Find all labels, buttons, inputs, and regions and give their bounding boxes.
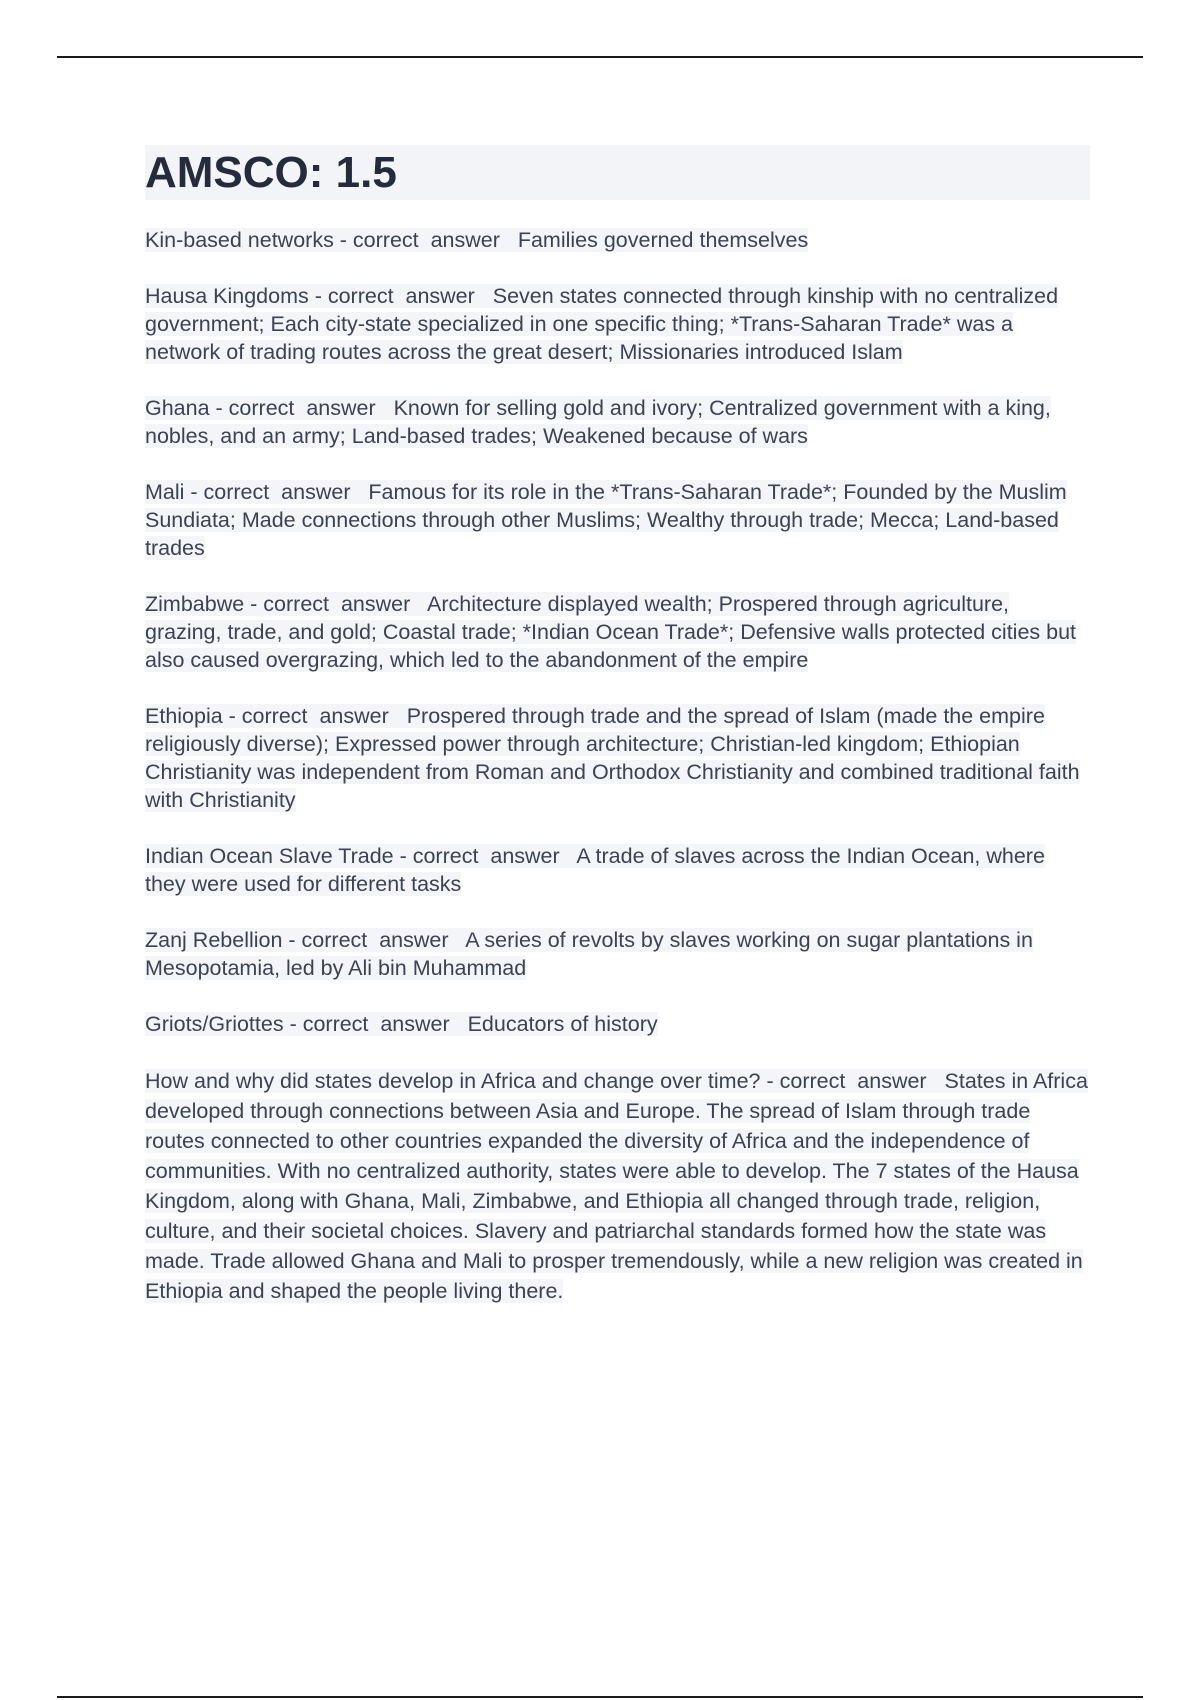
entry-term: Ghana [145, 396, 210, 420]
essay-entry [145, 1066, 1090, 1306]
entry-answer: Prospered through trade and the spread of Islam (made the empire religiously diverse); Expressed power through architecture; Christian-led kingdom; Ethiopian Christianity was independent from Roman and Orthodox Christianity and combined traditional faith with Christianity [145, 704, 1080, 812]
entry-term: Zimbabwe [145, 592, 245, 616]
entry-answer: A trade of slaves across the Indian Ocean, where they were used for different tasks [145, 844, 1045, 896]
document-body [145, 145, 1090, 1334]
entry-answer: Architecture displayed wealth; Prospered through agriculture, grazing, trade, and gold; Coastal trade; *Indian Ocean Trade*; Defensive walls protected cities but also caused overgrazing, which led to the abandonment of the empire [145, 592, 1077, 672]
entry-term: Hausa Kingdoms [145, 284, 309, 308]
entry-question: How and why did states develop in Africa and change over time? [145, 1069, 761, 1093]
entry-answer: Families governed themselves [517, 228, 809, 252]
flashcard-entry [145, 226, 1090, 254]
entry-separator: - correct answer [222, 704, 407, 728]
entry-separator: - correct answer [308, 284, 493, 308]
entry-answer: Known for selling gold and ivory; Centralized government with a king, nobles, and an army; Land-based trades; Weakened because of wars [145, 396, 1051, 448]
flashcard-entry [145, 282, 1090, 366]
document-title: AMSCO: 1.5 [145, 145, 1090, 200]
entry-separator: - correct answer [209, 396, 394, 420]
flashcard-entry [145, 1010, 1090, 1038]
entry-separator: - correct answer [393, 844, 577, 868]
flashcard-entry [145, 478, 1090, 562]
entry-separator: - correct answer [244, 592, 427, 616]
flashcard-entry [145, 926, 1090, 982]
entry-separator: - correct answer [282, 928, 466, 952]
entry-term: Kin-based networks [145, 228, 334, 252]
entry-term: Mali [145, 480, 185, 504]
entry-separator: - correct answer [184, 480, 369, 504]
flashcard-entry [145, 394, 1090, 450]
bottom-rule [57, 1696, 1143, 1698]
entry-separator: - correct answer [283, 1012, 468, 1036]
entry-answer: A series of revolts by slaves working on sugar plantations in Mesopotamia, led by Ali bin Muhammad [145, 928, 1033, 980]
entry-separator: - correct answer [333, 228, 518, 252]
flashcard-entry [145, 702, 1090, 814]
entry-term: Indian Ocean Slave Trade [145, 844, 394, 868]
entry-answer: Seven states connected through kinship with no centralized government; Each city-state specialized in one specific thing; *Trans-Saharan Trade* was a network of trading routes across the great desert; Missionaries introduced Islam [145, 284, 1059, 364]
entry-term: Griots/Griottes [145, 1012, 284, 1036]
entry-answer: Educators of history [467, 1012, 658, 1036]
entry-answer: Famous for its role in the *Trans-Saharan Trade*; Founded by the Muslim Sundiata; Made connections through other Muslims; Wealthy through trade; Mecca; Land-based trades [145, 480, 1067, 560]
entry-term: Ethiopia [145, 704, 223, 728]
entry-term: Zanj Rebellion [145, 928, 283, 952]
flashcard-entry [145, 590, 1090, 674]
flashcard-entry [145, 842, 1090, 898]
top-rule [57, 56, 1143, 58]
entry-answer: States in Africa developed through connections between Asia and Europe. The spread of Islam through trade routes connected to other countries expanded the diversity of Africa and the independence of communities. With no centralized authority, states were able to develop. The 7 states of the Hausa Kingdom, along with Ghana, Mali, Zimbabwe, and Ethiopia all changed through trade, religion, culture, and their societal choices. Slavery and patriarchal standards formed how the state was made. Trade allowed Ghana and Mali to prosper tremendously, while a new religion was created in Ethiopia and shaped the people living there. [145, 1069, 1088, 1303]
entry-separator: - correct answer [760, 1069, 945, 1093]
